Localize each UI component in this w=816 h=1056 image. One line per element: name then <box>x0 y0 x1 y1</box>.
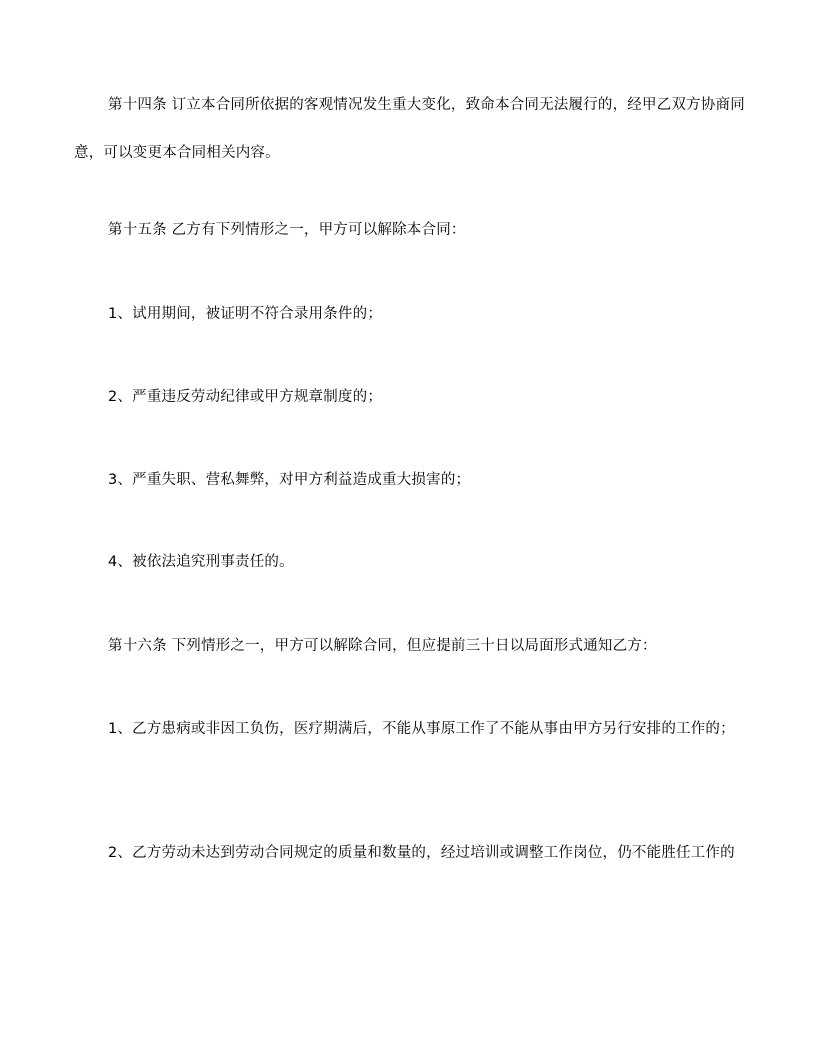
article-15-item-2: 2、严重违反劳动纪律或甲方规章制度的； <box>108 389 383 405</box>
article-15-paragraph: 第十五条 乙方有下列情形之一，甲方可以解除本合同： <box>108 222 466 238</box>
article-15-item-1: 1、试用期间，被证明不符合录用条件的； <box>108 306 383 322</box>
article-16-paragraph: 第十六条 下列情形之一，甲方可以解除合同，但应提前三十日以局面形式通知乙方： <box>108 638 657 654</box>
article-16-item-2: 2、乙方劳动未达到劳动合同规定的质量和数量的，经过培训或调整工作岗位，仍不能胜任工作的 <box>108 845 735 861</box>
article-15-item-4: 4、被依法追究刑事责任的。 <box>108 554 294 570</box>
article-14-paragraph: 第十四条 订立本合同所依据的客观情况发生重大变化，致命本合同无法履行的，经甲乙双方协商同意，可以变更本合同相关内容。 <box>74 97 745 161</box>
article-15-item-3: 3、严重失职、营私舞弊，对甲方利益造成重大损害的； <box>108 472 471 488</box>
article-16-item-1: 1、乙方患病或非因工负伤，医疗期满后，不能从事原工作了不能从事由甲方另行安排的工作的； <box>108 721 735 737</box>
